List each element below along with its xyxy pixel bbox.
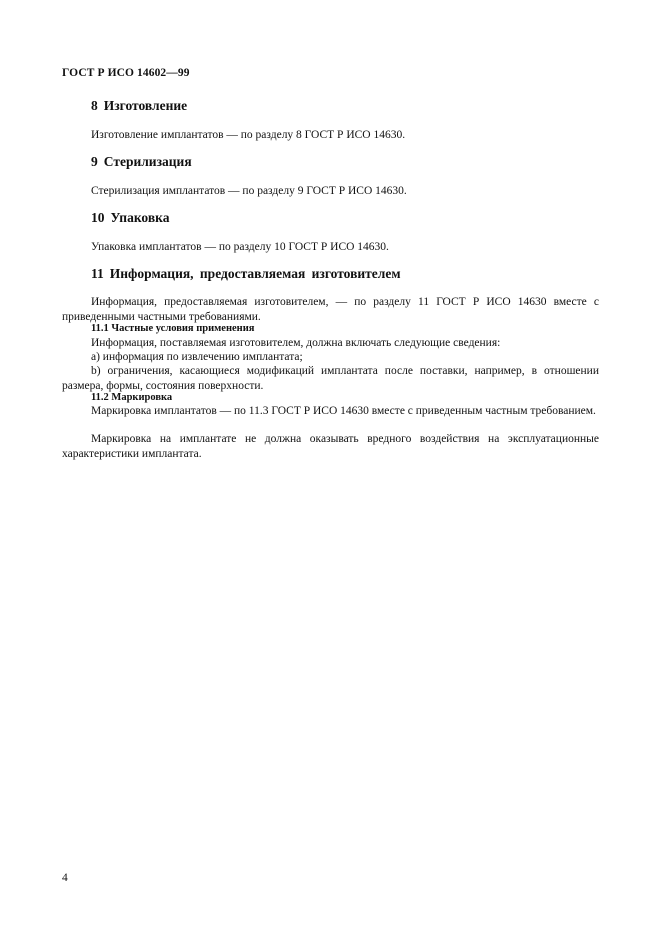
section-number: 8 — [91, 98, 98, 113]
section-title: Изготовление — [103, 98, 188, 113]
document-code-header: ГОСТ Р ИСО 14602—99 — [62, 67, 190, 79]
section-8-heading — [91, 98, 187, 114]
page-number: 4 — [62, 872, 68, 884]
section-10-heading — [91, 210, 169, 226]
section-10-text: Упаковка имплантатов — по разделу 10 ГОСТ Р ИСО 14630. — [91, 241, 389, 253]
section-9-heading — [91, 154, 192, 170]
section-title: Стерилизация — [103, 154, 192, 169]
subsection-11-1-heading: 11.1 Частные условия применения — [91, 323, 255, 334]
section-title: Упаковка — [110, 210, 170, 225]
section-11-intro: Информация, предоставляемая изготовителем, — по разделу 11 ГОСТ Р ИСО 14630 вместе с приведенными частными требованиями. — [62, 296, 599, 323]
list-item-a: а) информация по извлечению имплантата; — [91, 351, 303, 363]
section-number: 9 — [91, 154, 98, 169]
subsection-11-2-text-2: Маркировка на имплантате не должна оказывать вредного воздействия на эксплуатационные характеристики имплантата. — [62, 433, 599, 460]
subsection-11-2-text-1: Маркировка имплантатов — по 11.3 ГОСТ Р ИСО 14630 вместе с приведенным частным требованием. — [91, 405, 596, 417]
section-title: Информация, предоставляемая изготовителем — [109, 266, 401, 281]
section-9-text: Стерилизация имплантатов — по разделу 9 ГОСТ Р ИСО 14630. — [91, 185, 407, 197]
section-number: 11 — [91, 266, 104, 281]
section-11-heading — [91, 266, 401, 282]
section-8-text: Изготовление имплантатов — по разделу 8 ГОСТ Р ИСО 14630. — [91, 129, 406, 141]
list-item-b: b) ограничения, касающиеся модификаций имплантата после поставки, например, в отношении размера, формы, состояния поверхности. — [62, 365, 599, 392]
section-number: 10 — [91, 210, 105, 225]
subsection-11-2-heading: 11.2 Маркировка — [91, 392, 173, 403]
subsection-11-1-text: Информация, поставляемая изготовителем, должна включать следующие сведения: — [91, 337, 501, 349]
